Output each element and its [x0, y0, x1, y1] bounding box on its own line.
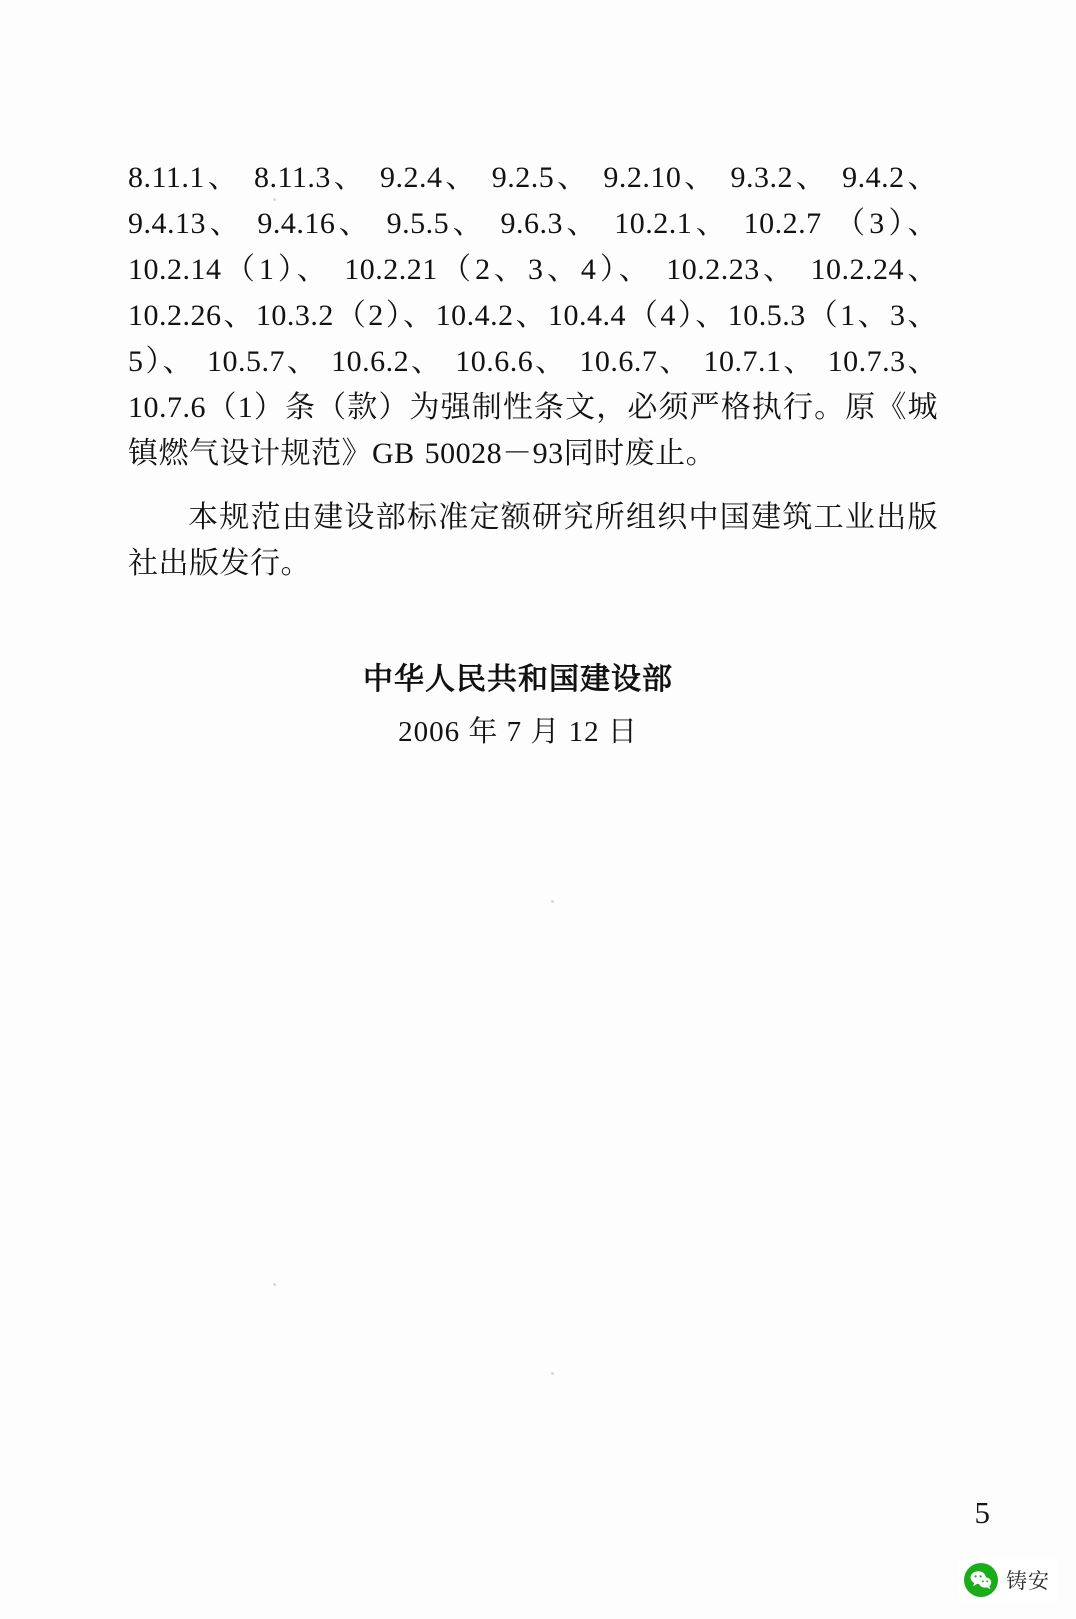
- publisher-note-paragraph: 本规范由建设部标准定额研究所组织中国建筑工业出版社出版发行。: [128, 501, 938, 580]
- signature-organization: 中华人民共和国建设部: [363, 663, 673, 696]
- watermark-label: 铸安: [1006, 1570, 1050, 1593]
- page-content: [128, 155, 938, 757]
- paper-speck: [273, 1283, 276, 1286]
- page-number: 5: [974, 1495, 990, 1530]
- clause-list-paragraph: 8.11.1、 8.11.3、 9.2.4、 9.2.5、 9.2.10、 9.3.2、 9.4.2、 9.4.13、 9.4.16、 9.5.5、 9.6.3、 10.2.1、 10.2.7 （3）、 10.2.14（1）、 10.2.21（2、3、4）、 10.2.23、 10.2.24、 10.2.26、10.3.2（2）、10.4.2、10.4.4（4）、10.5.3（1、3、5）、 10.5.7、 10.6.2、 10.6.6、 10.6.7、 10.7.1、 10.7.3、10.7.6（1）条（款）为强制性条文，必须严格执行。原《城镇燃气设计规范》GB 50028－93同时废止。: [128, 161, 938, 470]
- paper-speck: [551, 900, 554, 903]
- wechat-icon: [964, 1563, 998, 1597]
- signature-block: [128, 653, 938, 757]
- paper-speck: [551, 1372, 554, 1375]
- watermark: [958, 1559, 1058, 1601]
- signature-date: 2006 年 7 月 12 日: [398, 716, 638, 748]
